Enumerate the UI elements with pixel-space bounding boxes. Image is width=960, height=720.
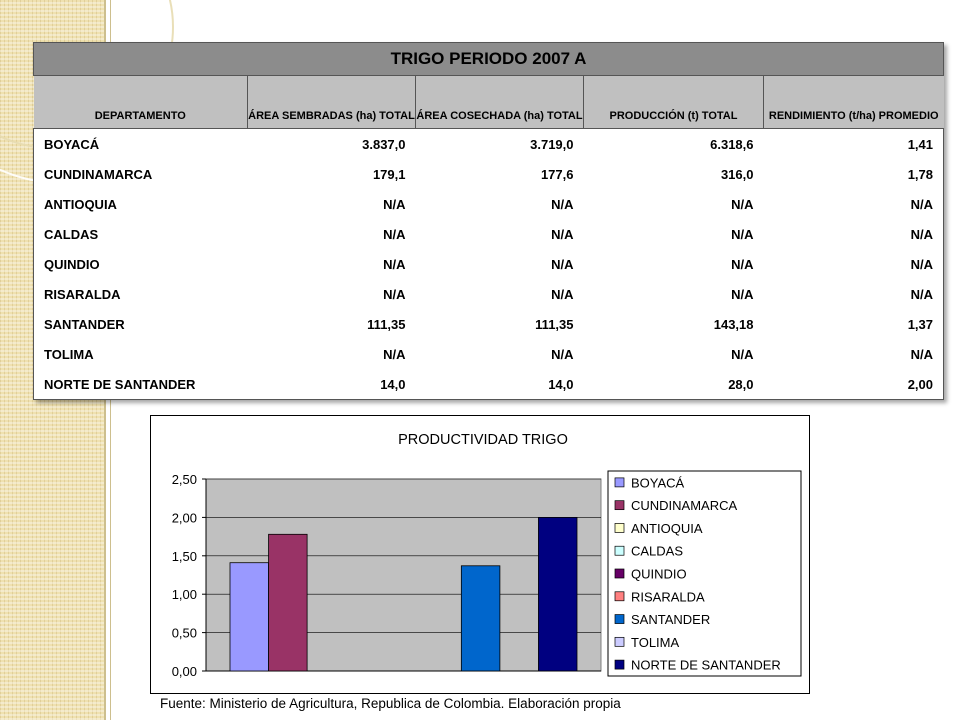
cell-sembrada: N/A [248,189,416,219]
legend-swatch [615,592,624,601]
y-tick-label: 1,00 [171,587,197,603]
table-row [34,189,944,219]
legend-swatch [615,569,624,578]
bar-cundinamarca [269,534,308,671]
table-row [34,159,944,189]
cell-departamento: CALDAS [34,219,248,249]
cell-produccion: 6.318,6 [584,129,764,160]
cell-sembrada: N/A [248,339,416,369]
cell-rendimiento: N/A [764,279,944,309]
table-row [34,219,944,249]
cell-sembrada: N/A [248,219,416,249]
legend-swatch [615,637,624,646]
legend-label: CUNDINAMARCA [631,498,738,514]
cell-cosechada: 14,0 [416,369,584,400]
chart-canvas [151,416,809,693]
cell-cosechada: N/A [416,279,584,309]
table-row [34,339,944,369]
cell-sembrada: N/A [248,279,416,309]
legend-label: QUINDIO [631,566,687,582]
cell-produccion: 143,18 [584,309,764,339]
bar-boyac- [230,563,269,671]
legend-label: CALDAS [631,543,684,559]
header-departamento: DEPARTAMENTO [34,76,248,129]
cell-rendimiento: 2,00 [764,369,944,400]
cell-departamento: ANTIOQUIA [34,189,248,219]
header-rendimiento: RENDIMIENTO (t/ha) PROMEDIO [764,76,944,129]
cell-produccion: N/A [584,189,764,219]
y-tick-label: 0,00 [171,664,197,679]
bar-santander [461,566,500,671]
table-row [34,309,944,339]
wheat-table [33,42,944,400]
legend-swatch [615,501,624,510]
header-area-sembrada: ÁREA SEMBRADAS (ha) TOTAL [248,76,416,129]
y-tick-label: 2,00 [171,510,197,526]
cell-rendimiento: N/A [764,249,944,279]
cell-produccion: 316,0 [584,159,764,189]
chart-title: PRODUCTIVIDAD TRIGO [398,432,568,448]
legend-swatch [615,660,624,669]
cell-rendimiento: N/A [764,189,944,219]
cell-cosechada: N/A [416,249,584,279]
legend-label: ANTIOQUIA [631,520,703,536]
table-row [34,369,944,400]
table-row [34,249,944,279]
cell-cosechada: 111,35 [416,309,584,339]
cell-sembrada: 3.837,0 [248,129,416,160]
legend-label: NORTE DE SANTANDER [631,657,781,673]
legend-label: TOLIMA [631,634,680,650]
cell-sembrada: N/A [248,249,416,279]
legend-swatch [615,523,624,532]
cell-cosechada: N/A [416,219,584,249]
table-body [34,129,944,400]
cell-sembrada: 179,1 [248,159,416,189]
cell-rendimiento: 1,78 [764,159,944,189]
cell-cosechada: 3.719,0 [416,129,584,160]
cell-sembrada: 111,35 [248,309,416,339]
legend-label: SANTANDER [631,612,711,628]
cell-cosechada: 177,6 [416,159,584,189]
cell-rendimiento: N/A [764,219,944,249]
legend-swatch [615,478,624,487]
cell-departamento: TOLIMA [34,339,248,369]
cell-departamento: BOYACÁ [34,129,248,160]
table-header-row [34,76,944,129]
cell-departamento: NORTE DE SANTANDER [34,369,248,400]
cell-departamento: SANTANDER [34,309,248,339]
cell-produccion: N/A [584,279,764,309]
cell-sembrada: 14,0 [248,369,416,400]
legend-label: BOYACÁ [631,475,685,491]
cell-departamento: RISARALDA [34,279,248,309]
legend-swatch [615,615,624,624]
y-tick-label: 0,50 [171,625,197,641]
table-title-row [34,43,944,76]
cell-rendimiento: 1,41 [764,129,944,160]
y-tick-label: 1,50 [171,548,197,564]
cell-produccion: N/A [584,249,764,279]
table-title: TRIGO PERIODO 2007 A [34,43,944,76]
bar-norte-de-santander [538,517,577,671]
table-row [34,129,944,160]
legend-swatch [615,546,624,555]
source-note: Fuente: Ministerio de Agricultura, Republica de Colombia. Elaboración propia [160,696,621,711]
productivity-chart [150,415,810,694]
header-area-cosechada: ÁREA COSECHADA (ha) TOTAL [416,76,584,129]
cell-produccion: N/A [584,219,764,249]
table-row [34,279,944,309]
cell-rendimiento: 1,37 [764,309,944,339]
y-tick-label: 2,50 [171,472,197,487]
cell-departamento: CUNDINAMARCA [34,159,248,189]
legend-label: RISARALDA [631,589,705,605]
header-produccion: PRODUCCIÓN (t) TOTAL [584,76,764,129]
cell-departamento: QUINDIO [34,249,248,279]
cell-cosechada: N/A [416,339,584,369]
cell-rendimiento: N/A [764,339,944,369]
cell-produccion: 28,0 [584,369,764,400]
cell-produccion: N/A [584,339,764,369]
cell-cosechada: N/A [416,189,584,219]
